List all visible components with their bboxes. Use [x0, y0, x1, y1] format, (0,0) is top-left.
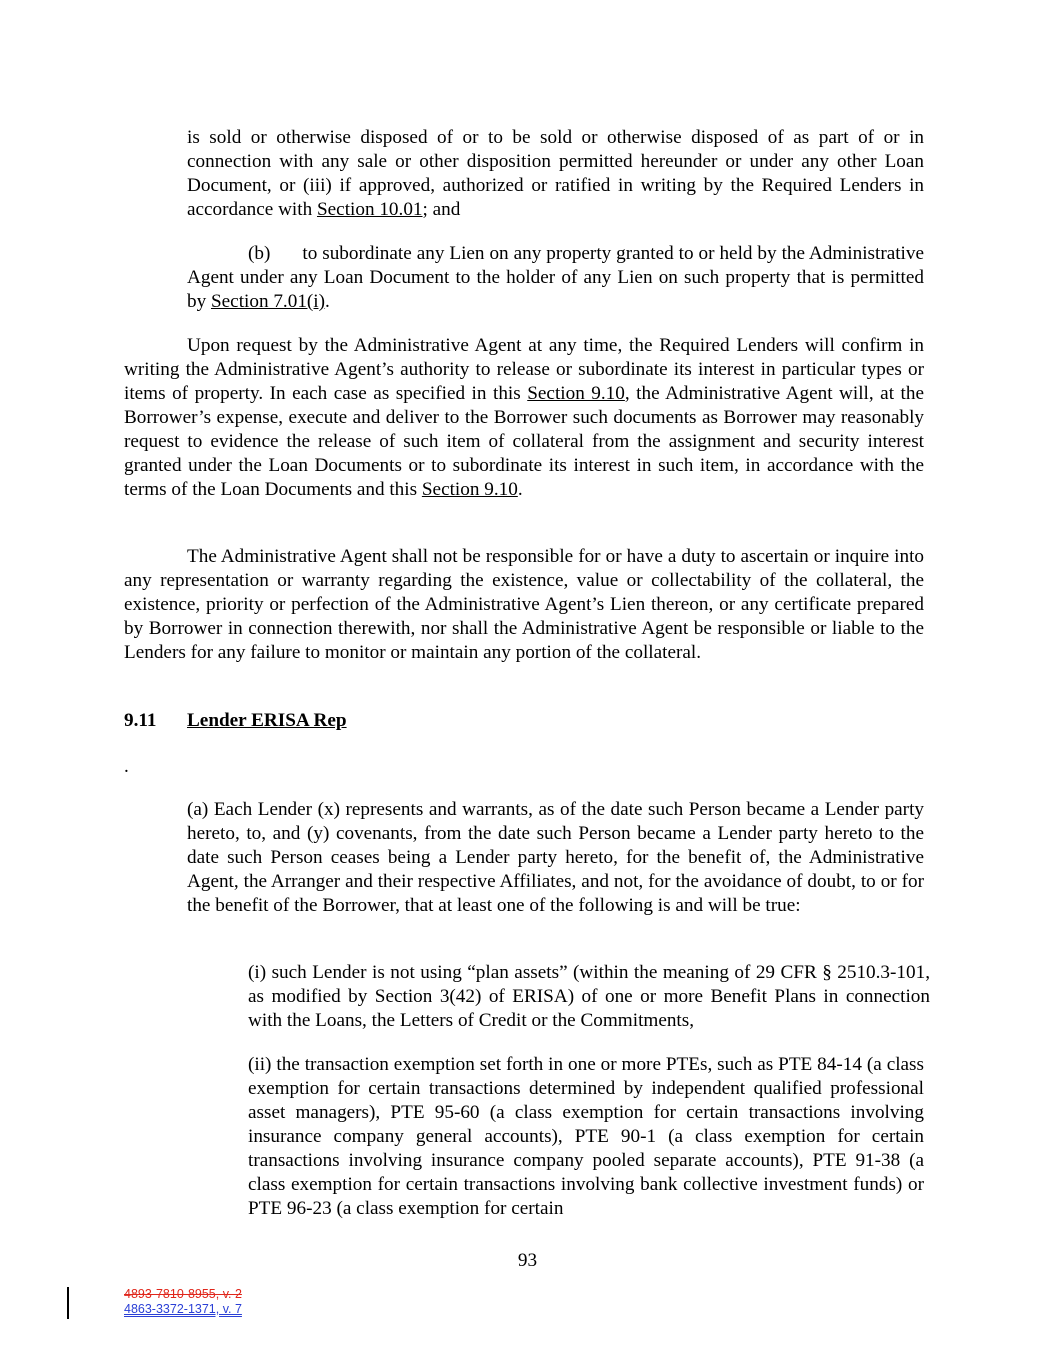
paragraph-tail: . — [517, 479, 523, 500]
section-reference: Section 9.10 — [527, 383, 625, 404]
paragraph-text: , the Administrative Agent will, at the Borrower’s expense, execute and deliver to the Borrower such documents as Borrower may reasonably request to evidence the release of such item of collateral from the assignment and security interest granted under the Loan Documents or to subordinate its interest in such item, in accordance with the terms of the Loan Documents and this — [124, 383, 924, 500]
paragraph-transaction-exemption — [248, 1053, 924, 1221]
page-number: 93 — [517, 1250, 538, 1271]
paragraph-text: Upon request by the Administrative Agent at any time, the Required Lenders will confirm in writing the Administrative Agent’s authority to release or subordinate its interest in particular types or items of property. In each case as specified in this — [124, 335, 924, 404]
paragraph-tail: ; and — [422, 199, 461, 220]
paragraph-text: (ii) the transaction exemption set forth in one or more PTEs, such as PTE 84-14 (a class exemption for certain transactions determined by independent qualified professional asset managers), PTE 95-60 (a class exemption for certain transactions involving insurance company general accounts), PTE 90-1 (a class exemption for certain transactions involving insurance company pooled separate accounts), PTE 91-38 (a class exemption for certain transactions involving bank collective investment funds) or PTE 96-23 (a class exemption for certain — [248, 1054, 924, 1219]
paragraph-text: (i) such Lender is not using “plan assets” (within the meaning of 29 CFR § 2510.3-101, as modified by Section 3(42) of ERISA) of one or more Benefit Plans in connection with the Loans, the Letters of Credit or the Commitments, — [248, 962, 930, 1031]
section-reference: Section 9.10 — [421, 479, 518, 500]
paragraph-tail: . — [325, 291, 330, 312]
paragraph-text: to subordinate any Lien on any property granted to or held by the Administrative Agent under any Loan Document to the holder of any Lien on such property that is permitted by — [187, 243, 924, 312]
section-reference: Section 7.01(i) — [210, 291, 326, 312]
paragraph-plan-assets — [248, 961, 930, 1033]
paragraph-sold-or-disposed — [187, 126, 924, 222]
document-id-deleted: 4893-7810-8955, v. 2 — [124, 1287, 242, 1301]
paragraph-text: (a) Each Lender (x) represents and warrants, as of the date such Person became a Lender party hereto, to, and (y) covenants, from the date such Person became a Lender party hereto to the date such Person ceases being a Lender party hereto, for the benefit of, the Administrative Agent, the Arranger and their respective Affiliates, and not, for the avoidance of doubt, to or for the benefit of the Borrower, that at least one of the following is and will be true: — [187, 799, 924, 916]
clause-label: (b) — [248, 243, 271, 264]
paragraph-agent-not-responsible — [124, 545, 924, 665]
paragraph-lender-represents — [187, 798, 924, 918]
document-id-inserted: 4863-3372-1371, v. 7 — [124, 1302, 242, 1316]
paragraph-clause-b — [187, 242, 924, 314]
section-title: Lender ERISA Rep — [187, 710, 347, 731]
section-heading — [124, 709, 347, 733]
paragraph-upon-request — [124, 334, 924, 502]
stray-period: . — [124, 756, 129, 777]
section-number: 9.11 — [124, 710, 157, 731]
change-bar — [67, 1287, 69, 1319]
section-reference: Section 10.01 — [316, 199, 423, 220]
paragraph-text: is sold or otherwise disposed of or to be sold or otherwise disposed of as part of or in connection with any sale or other disposition permitted hereunder or under any other Loan Document, or (iii) if approved, authorized or ratified in writing by the Required Lenders in accordance with — [187, 127, 924, 220]
paragraph-text: The Administrative Agent shall not be responsible for or have a duty to ascertain or inquire into any representation or warranty regarding the existence, value or collectability of the collateral, the existence, priority or perfection of the Administrative Agent’s Lien thereon, or any certificate prepared by Borrower in connection therewith, nor shall the Administrative Agent be responsible or liable to the Lenders for any failure to monitor or maintain any portion of the collateral. — [124, 546, 924, 663]
